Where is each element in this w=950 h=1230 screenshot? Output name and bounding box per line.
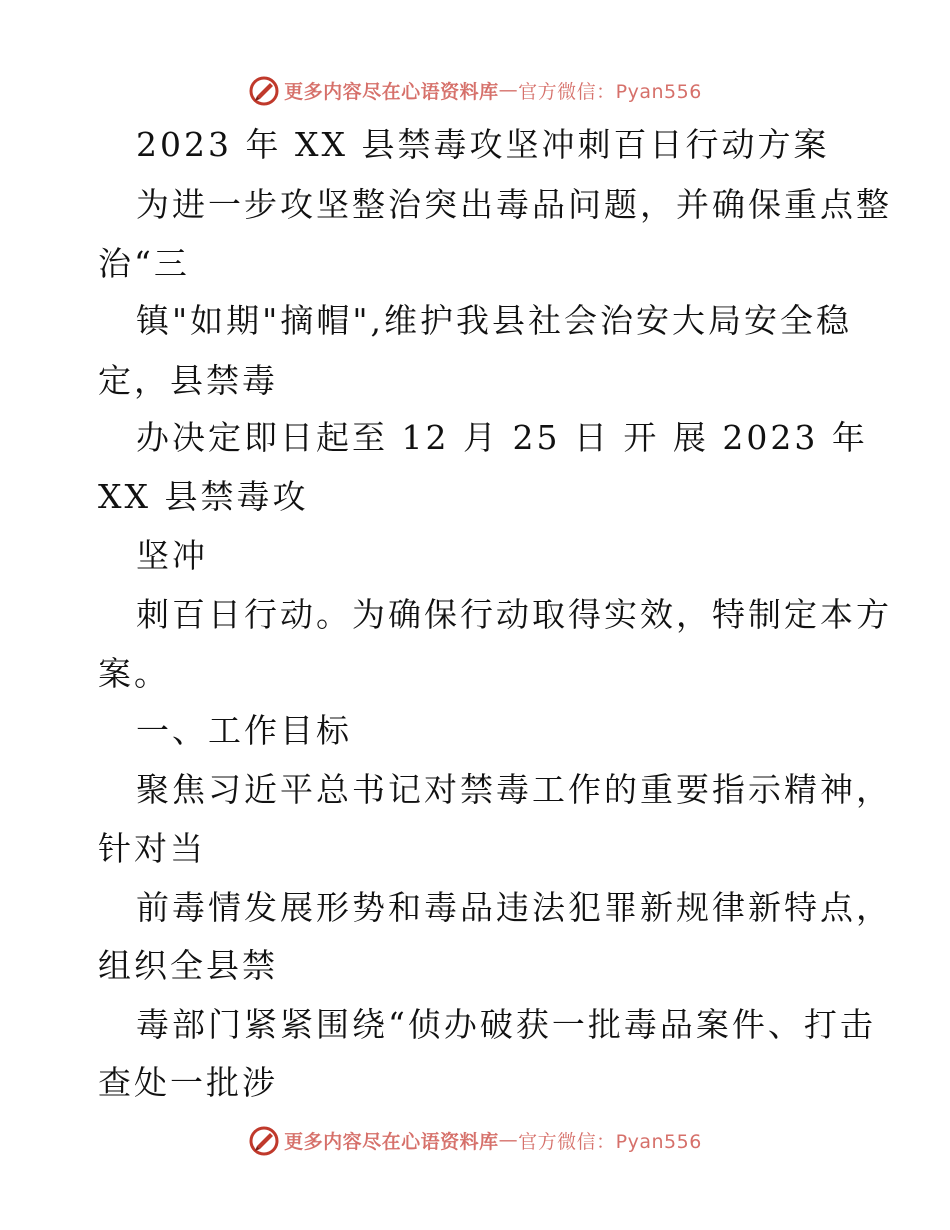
paragraph-line: 刺百日行动。为确保行动取得实效，特制定本方	[136, 595, 892, 634]
paragraph-line: 组织全县禁	[98, 946, 278, 985]
header-watermark	[0, 70, 950, 110]
paragraph-line: 针对当	[98, 829, 206, 868]
watermark-separator: —	[498, 1129, 519, 1151]
pen-logo-icon	[248, 1124, 280, 1156]
paragraph-line: 毒部门紧紧围绕“侦办破获一批毒品案件、打击	[136, 1005, 876, 1044]
watermark-contact-text: 官方微信：Pyan556	[518, 1130, 702, 1153]
watermark-separator: —	[498, 79, 519, 101]
footer-watermark	[0, 1120, 950, 1160]
watermark-main-text: 更多内容尽在心语资料库	[284, 1130, 499, 1153]
paragraph-line: 案。	[98, 654, 170, 693]
paragraph-line: 坚冲	[136, 536, 208, 575]
paragraph-line: 查处一批涉	[98, 1063, 278, 1102]
paragraph-line: 聚焦习近平总书记对禁毒工作的重要指示精神，	[136, 770, 892, 809]
document-title: 2023 年 XX 县禁毒攻坚冲刺百日行动方案	[136, 125, 830, 164]
watermark-contact-text: 官方微信：Pyan556	[518, 80, 702, 103]
paragraph-line: XX 县禁毒攻	[98, 477, 309, 516]
section-heading: 一、工作目标	[136, 711, 352, 750]
watermark-main-text: 更多内容尽在心语资料库	[284, 80, 499, 103]
paragraph-line: 为进一步攻坚整治突出毒品问题，并确保重点整	[136, 185, 892, 224]
paragraph-line: 定，县禁毒	[98, 361, 278, 400]
paragraph-line: 镇"如期"摘帽",维护我县社会治安大局安全稳	[136, 301, 853, 340]
pen-logo-icon	[248, 74, 280, 106]
paragraph-line: 治“三	[98, 244, 190, 283]
paragraph-line: 办决定即日起至 12 月 25 日 开 展 2023 年	[136, 418, 868, 457]
paragraph-line: 前毒情发展形势和毒品违法犯罪新规律新特点，	[136, 888, 892, 927]
